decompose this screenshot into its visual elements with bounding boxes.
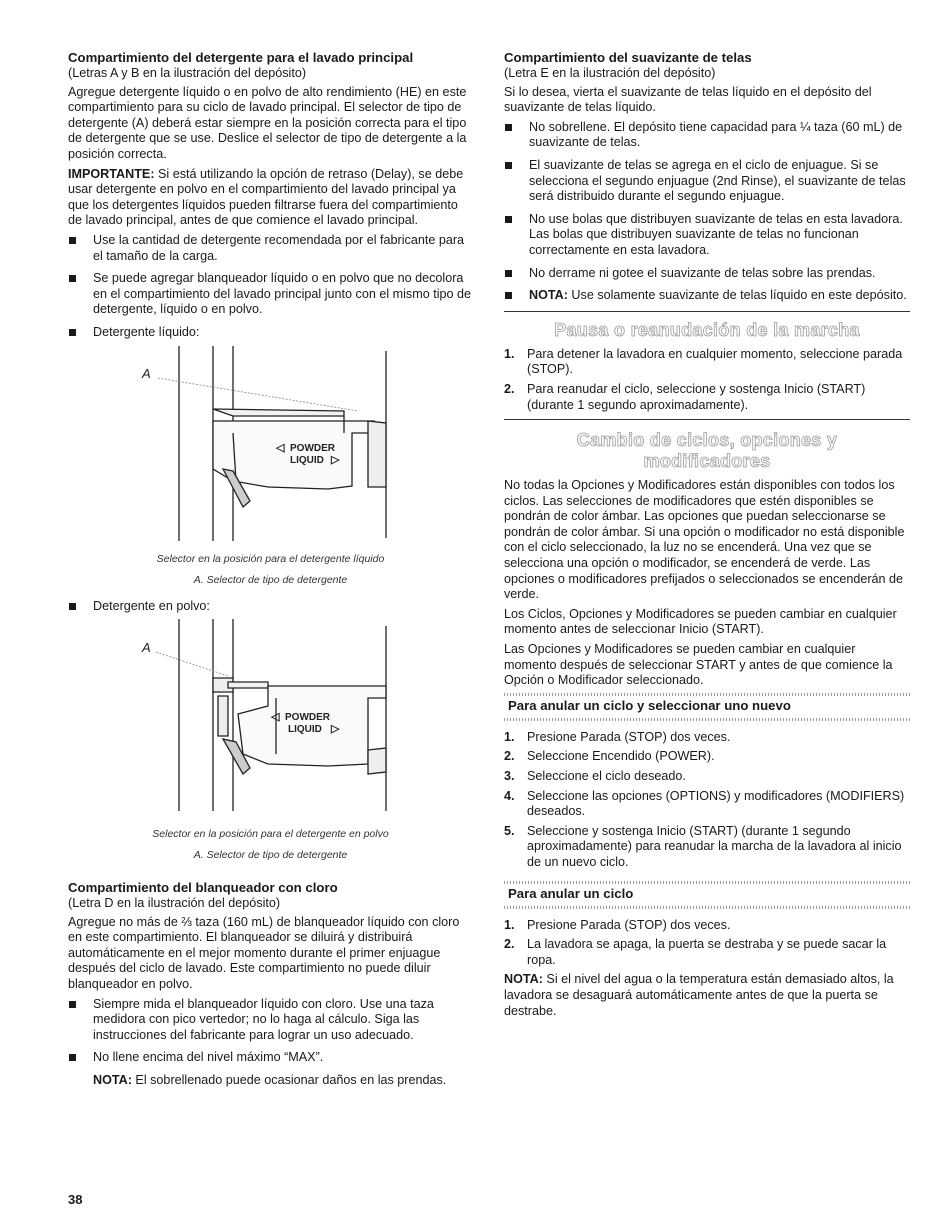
softener-paragraph: Si lo desea, vierta el suavizante de telas líquido en el depósito del suavizante de telas líquido. (504, 84, 872, 115)
selector-label-a: A (142, 365, 151, 381)
important-text: Si está utilizando la opción de retraso (Delay), se debe usar detergente en polvo en el compartimiento del lavado principal ya que los detergentes líquidos pueden filtrarse fuera del compartimiento de lavado principal, antes de que comience el lavado principal. (68, 166, 464, 228)
square-bullet-icon (69, 237, 76, 244)
liquid-figure-legend: A. Selector de tipo de detergente (193, 573, 348, 586)
liquid-text: LIQUID (290, 454, 324, 466)
square-bullet-icon (505, 270, 512, 277)
powder-text: POWDER (290, 442, 335, 454)
bleach-note: NOTA: El sobrellenado puede ocasionar daños en las prendas. (93, 1073, 447, 1088)
liquid-detergent-figure (68, 341, 473, 587)
main-wash-paragraph: Agregue detergente líquido o en polvo de alto rendimiento (HE) en este compartimiento para su ciclo de lavado principal. El selector de tipo de detergente (A) deberá estar siempre en la posición correcta para el tipo de detergente que se use. Deslice el selector de tipo de detergente a la posición correcta. (68, 84, 467, 161)
list-item: NOTA: Use solamente suavizante de telas líquido en este depósito. (504, 288, 910, 304)
svg-text:▷: ▷ (331, 723, 340, 736)
bleach-heading: Compartimiento del blanqueador con cloro (68, 880, 338, 896)
svg-text:◁: ◁ (271, 711, 280, 724)
pause-heading: Pausa o reanudación de la marcha (554, 319, 860, 340)
dotted-divider (504, 906, 910, 909)
change-paragraph-3: Las Opciones y Modificadores se pueden cambiar en cualquier momento después de seleccionar START y antes de que comience la Opción o Modificador seleccionado. (504, 642, 893, 688)
bleach-paragraph: Agregue no más de ⅔ taza (160 mL) de blanqueador líquido con cloro en este compartimiento. El blanqueador se diluirá y distribuirá automáticamente en el mejor momento durante el primer enjuague después del ciclo de lavado. Este compartimiento no puede diluir blanqueador en polvo. (68, 914, 460, 992)
list-item: Detergente líquido: (68, 325, 473, 341)
powder-figure-caption: Selector en la posición para el detergente en polvo (152, 828, 389, 841)
square-bullet-icon (505, 216, 512, 223)
list-item: 5. Seleccione y sostenga Inicio (START) (durante 1 segundo aproximadamente) para reanudar la marcha de la lavadora al inicio de un nuevo ciclo. (504, 823, 902, 869)
list-item: 1. Presione Parada (STOP) dos veces. (504, 917, 731, 932)
cancel-new-steps (504, 730, 910, 871)
list-item: 4. Seleccione las opciones (OPTIONS) y modificadores (MODIFIERS) deseados. (504, 788, 905, 819)
svg-text:▷: ▷ (331, 453, 340, 466)
square-bullet-icon (505, 162, 512, 169)
list-item: No use bolas que distribuyen suavizante de telas en esta lavadora. Las bolas que distribuyen suavizante de telas no funcionan correctamente en esta lavadora. (504, 212, 910, 259)
powder-bullet-list (68, 599, 473, 615)
square-bullet-icon (69, 1001, 76, 1008)
change-heading: Cambio de ciclos, opciones y modificadores (576, 430, 838, 472)
list-item: Siempre mida el blanqueador líquido con cloro. Use una taza medidora con pico vertedor; no lo haga al cálculo. Siga las instrucciones del fabricante para lograr un uso adecuado. (68, 997, 473, 1044)
list-item: 1. Presione Parada (STOP) dos veces. (504, 729, 731, 744)
list-item: 2. Seleccione Encendido (POWER). (504, 749, 715, 764)
square-bullet-icon (69, 329, 76, 336)
list-item: 2. Para reanudar el ciclo, seleccione y sostenga Inicio (START) (durante 1 segundo aproximadamente). (504, 381, 866, 412)
square-bullet-icon (505, 292, 512, 299)
page-number: 38 (68, 1192, 83, 1207)
cancel-steps (504, 918, 910, 969)
list-item: No llene encima del nivel máximo “MAX”. (68, 1050, 473, 1066)
softener-subtitle: (Letra E en la ilustración del depósito) (504, 66, 716, 80)
square-bullet-icon (69, 603, 76, 610)
main-wash-bullets (68, 233, 473, 341)
list-item: 1. Para detener la lavadora en cualquier momento, seleccione parada (STOP). (504, 346, 903, 377)
bleach-subtitle: (Letra D en la ilustración del depósito) (68, 896, 281, 911)
cancel-new-heading: Para anular un ciclo y seleccionar uno nuevo (508, 697, 791, 713)
list-item: El suavizante de telas se agrega en el ciclo de enjuague. Si se selecciona el segundo enjuague (2nd Rinse), el suavizante de telas será distribuido durante el segundo enjuague. (504, 158, 910, 205)
softener-bullets (504, 120, 910, 304)
powder-text: POWDER (285, 712, 330, 724)
main-wash-heading: Compartimiento del detergente para el lavado principal (68, 50, 414, 65)
square-bullet-icon (505, 124, 512, 131)
note-label: NOTA: (93, 1073, 132, 1088)
left-column (68, 50, 473, 1089)
important-label: IMPORTANTE: (68, 166, 155, 181)
svg-text:◁: ◁ (276, 441, 285, 454)
change-paragraph-2: Los Ciclos, Opciones y Modificadores se pueden cambiar en cualquier momento antes de seleccionar Inicio (START). (504, 606, 897, 637)
dispenser-powder-illustration (68, 614, 473, 824)
list-item: No sobrellene. El depósito tiene capacidad para ¼ taza (60 mL) de suavizante de telas. (504, 120, 910, 151)
list-item: No derrame ni gotee el suavizante de telas sobre las prendas. (504, 266, 910, 282)
list-item: Use la cantidad de detergente recomendada por el fabricante para el tamaño de la carga. (68, 233, 473, 264)
list-item: Se puede agregar blanqueador líquido o en polvo que no decolora en el compartimiento del lavado principal junto con el mismo tipo de detergente, líquido o en polvo. (68, 271, 473, 318)
powder-detergent-figure (68, 614, 473, 862)
list-item: 3. Seleccione el ciclo deseado. (504, 769, 686, 783)
list-item: Detergente en polvo: (68, 599, 473, 615)
cancel-note: NOTA: Si el nivel del agua o la temperatura están demasiado altos, la lavadora se desaguará automáticamente antes de que la puerta se destrabe. (504, 972, 894, 1018)
note-label: NOTA: (504, 972, 543, 987)
dotted-divider (504, 718, 910, 721)
list-item: 2. La lavadora se apaga, la puerta se destraba y se puede sacar la ropa. (504, 937, 887, 967)
main-wash-subtitle: (Letras A y B en la ilustración del depósito) (68, 66, 307, 80)
square-bullet-icon (69, 1054, 76, 1061)
powder-figure-legend: A. Selector de tipo de detergente (193, 849, 348, 862)
bleach-bullets (68, 997, 473, 1066)
softener-heading: Compartimiento del suavizante de telas (504, 50, 752, 65)
right-column (504, 50, 910, 1019)
liquid-figure-caption: Selector en la posición para el detergente líquido (156, 552, 385, 565)
cancel-heading: Para anular un ciclo (508, 885, 634, 901)
dispenser-liquid-illustration (68, 341, 473, 549)
change-paragraph-1: No todas la Opciones y Modificadores están disponibles con todos los ciclos. Las selecciones de modificadores que estén disponibles se pondrán de color ámbar. Las opciones que puedan seleccionarse se pondrán de color ámbar. Si una opción o modificador no está disponible con el ciclo seleccionado, la luz no se encenderá. Una vez que se selecciona una opción o modificador, se encenderá de verde. Las opciones o modificadores prefijados o seleccionados se encenderán de verde. (504, 478, 905, 602)
selector-label-a: A (142, 640, 151, 656)
pause-steps (504, 347, 910, 413)
important-paragraph (68, 167, 473, 229)
square-bullet-icon (69, 275, 76, 282)
liquid-text: LIQUID (288, 724, 322, 736)
